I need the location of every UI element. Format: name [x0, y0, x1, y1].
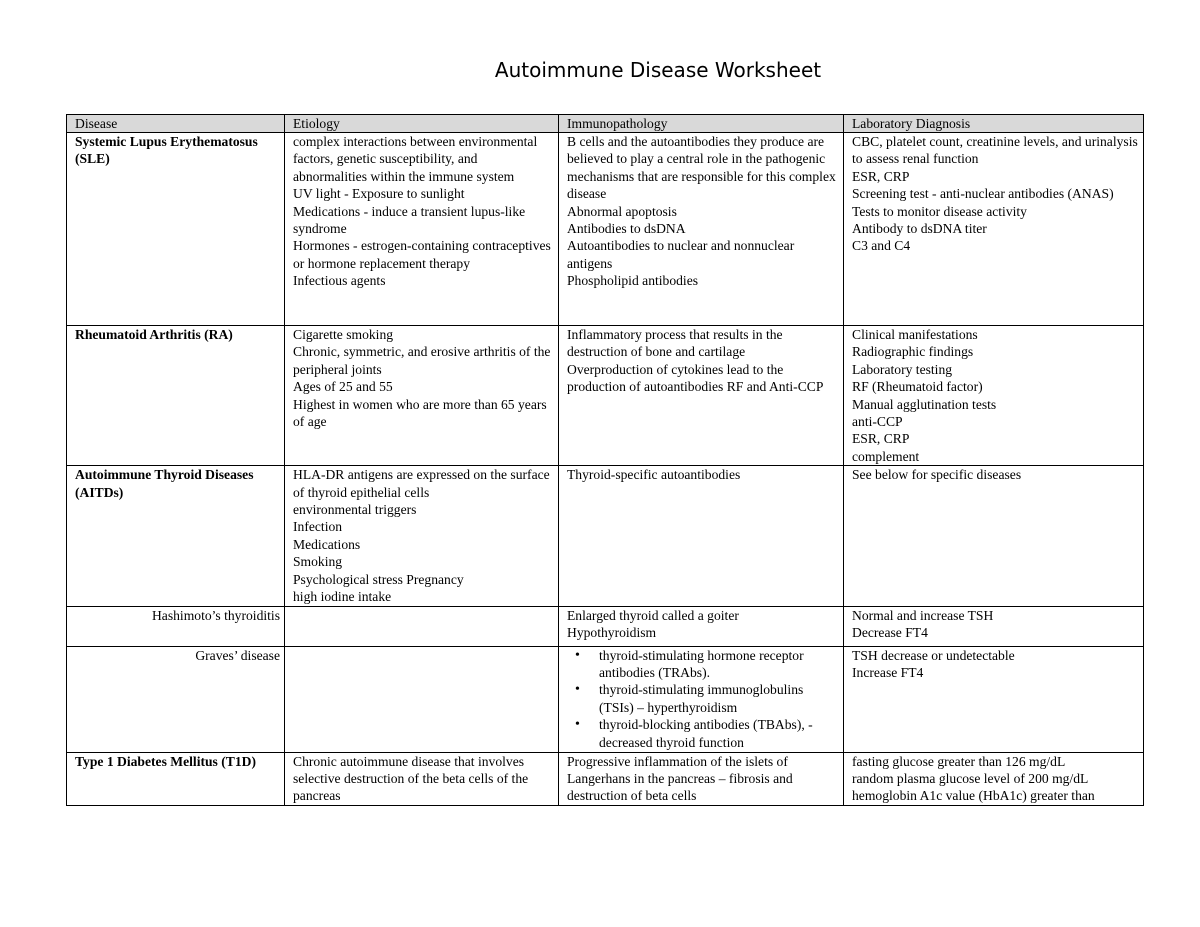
bullet-item: • thyroid-blocking antibodies (TBAbs), - decreased thyroid function	[599, 716, 839, 751]
etiology-line: Infection	[293, 519, 343, 535]
immunopathology-line: Inflammatory process that results in the destruction of bone and cartilage	[567, 327, 786, 360]
etiology-line: Cigarette smoking	[293, 327, 394, 342]
etiology-line: Highest in women who are more than 65 years of age	[293, 396, 551, 430]
lab-line: Radiographic findings	[852, 344, 974, 360]
immunopathology-line: Progressive inflammation of the islets of Langerhans in the pancreas – fibrosis and destruction of beta cells	[567, 753, 797, 804]
etiology-cell	[285, 466, 559, 606]
etiology-line: high iodine intake	[293, 589, 392, 605]
lab-line: Decrease FT4	[852, 624, 928, 640]
lab-line: ESR, CRP	[852, 431, 910, 447]
lab-cell	[844, 752, 1144, 805]
lab-line: See below for specific diseases	[852, 467, 1022, 483]
table-row-graves	[67, 646, 1144, 752]
immunopathology-cell	[559, 606, 844, 646]
lab-line: Tests to monitor disease activity	[852, 203, 1027, 219]
bullet-item: • thyroid-stimulating hormone receptor antibodies (TRAbs).	[599, 647, 839, 682]
etiology-line: Infectious agents	[293, 273, 386, 289]
etiology-cell	[285, 133, 559, 326]
etiology-line: Chronic, symmetric, and erosive arthritis of the peripheral joints	[293, 344, 554, 377]
disease-name: Hashimoto’s thyroiditis	[67, 606, 285, 646]
immunopathology-line: Overproduction of cytokines lead to the production of autoantibodies RF and Anti-CCP	[567, 361, 824, 395]
table-header-row	[67, 115, 1144, 133]
bullet-item: • thyroid-stimulating immunoglobulins (TSIs) – hyperthyroidism	[599, 681, 839, 716]
etiology-cell	[285, 606, 559, 646]
lab-line: Clinical manifestations	[852, 327, 978, 342]
etiology-line: Ages of 25 and 55	[293, 379, 393, 395]
lab-line: TSH decrease or undetectable	[852, 647, 1015, 663]
immunopathology-bullet-list	[567, 647, 839, 751]
lab-cell	[844, 466, 1144, 606]
disease-name: Rheumatoid Arthritis (RA)	[67, 326, 285, 466]
immunopathology-cell	[559, 466, 844, 606]
etiology-line: UV light - Exposure to sunlight	[293, 186, 465, 202]
lab-line: Increase FT4	[852, 664, 924, 680]
disease-name: Type 1 Diabetes Mellitus (T1D)	[67, 752, 285, 805]
etiology-line: Smoking	[293, 554, 343, 570]
etiology-line: Medications	[293, 536, 361, 552]
lab-cell	[844, 133, 1144, 326]
immunopathology-line: Phospholipid antibodies	[567, 273, 699, 289]
lab-line: Laboratory testing	[852, 361, 953, 377]
etiology-cell	[285, 646, 559, 752]
etiology-line: Psychological stress Pregnancy	[293, 571, 464, 587]
etiology-cell	[285, 326, 559, 466]
disease-name: Graves’ disease	[67, 646, 285, 752]
header-disease: Disease	[67, 115, 285, 133]
immunopathology-line: B cells and the autoantibodies they produce are believed to play a central role in the pathogenic mechanisms that are responsible for this complex disease	[567, 134, 840, 202]
table-row-ra	[67, 326, 1144, 466]
page-title: Autoimmune Disease Worksheet	[494, 58, 822, 82]
lab-line: complement	[852, 448, 920, 464]
immunopathology-line: Autoantibodies to nuclear and nonnuclear antigens	[567, 238, 798, 271]
immunopathology-line: Antibodies to dsDNA	[567, 221, 686, 237]
lab-line: CBC, platelet count, creatinine levels, and urinalysis to assess renal function	[852, 134, 1142, 167]
lab-line: anti-CCP	[852, 414, 903, 430]
lab-line: Screening test - anti-nuclear antibodies (ANAS)	[852, 186, 1114, 202]
etiology-line: Hormones - estrogen-containing contraceptives or hormone replacement therapy	[293, 238, 555, 271]
lab-line: random plasma glucose level of 200 mg/dL	[852, 770, 1089, 786]
lab-line: Manual agglutination tests	[852, 396, 997, 412]
table-row-t1d	[67, 752, 1144, 805]
immunopathology-cell	[559, 646, 844, 752]
lab-line: ESR, CRP	[852, 168, 910, 184]
table-row-sle	[67, 133, 1144, 326]
disease-name: Systemic Lupus Erythematosus (SLE)	[67, 133, 285, 326]
header-immunopathology: Immunopathology	[559, 115, 844, 133]
immunopathology-line: Abnormal apoptosis	[567, 203, 677, 219]
etiology-line: complex interactions between environmental factors, genetic susceptibility, and abnormalities within the immune system	[293, 134, 541, 184]
immunopathology-cell	[559, 133, 844, 326]
lab-line: hemoglobin A1c value (HbA1c) greater than	[852, 788, 1095, 804]
lab-line: fasting glucose greater than 126 mg/dL	[852, 753, 1066, 769]
header-etiology: Etiology	[285, 115, 559, 133]
disease-name: Autoimmune Thyroid Diseases (AITDs)	[67, 466, 285, 606]
immunopathology-cell	[559, 326, 844, 466]
etiology-line: HLA-DR antigens are expressed on the surface of thyroid epithelial cells	[293, 467, 554, 500]
immunopathology-line: Enlarged thyroid called a goiter	[567, 607, 739, 623]
lab-line: RF (Rheumatoid factor)	[852, 379, 983, 395]
worksheet-table	[66, 114, 1144, 806]
table-row-aitds	[67, 466, 1144, 606]
immunopathology-line: Hypothyroidism	[567, 624, 657, 640]
table-row-hashimoto	[67, 606, 1144, 646]
header-laboratory-diagnosis: Laboratory Diagnosis	[844, 115, 1144, 133]
immunopathology-cell	[559, 752, 844, 805]
etiology-line: Chronic autoimmune disease that involves selective destruction of the beta cells of the pancreas	[293, 753, 532, 804]
lab-cell	[844, 646, 1144, 752]
lab-line: Antibody to dsDNA titer	[852, 221, 987, 237]
etiology-line: environmental triggers	[293, 502, 417, 518]
immunopathology-line: Thyroid-specific autoantibodies	[567, 467, 741, 483]
lab-line: C3 and C4	[852, 238, 911, 254]
lab-line: Normal and increase TSH	[852, 607, 994, 623]
etiology-line: Medications - induce a transient lupus-like syndrome	[293, 203, 529, 237]
lab-cell	[844, 326, 1144, 466]
lab-cell	[844, 606, 1144, 646]
etiology-cell	[285, 752, 559, 805]
